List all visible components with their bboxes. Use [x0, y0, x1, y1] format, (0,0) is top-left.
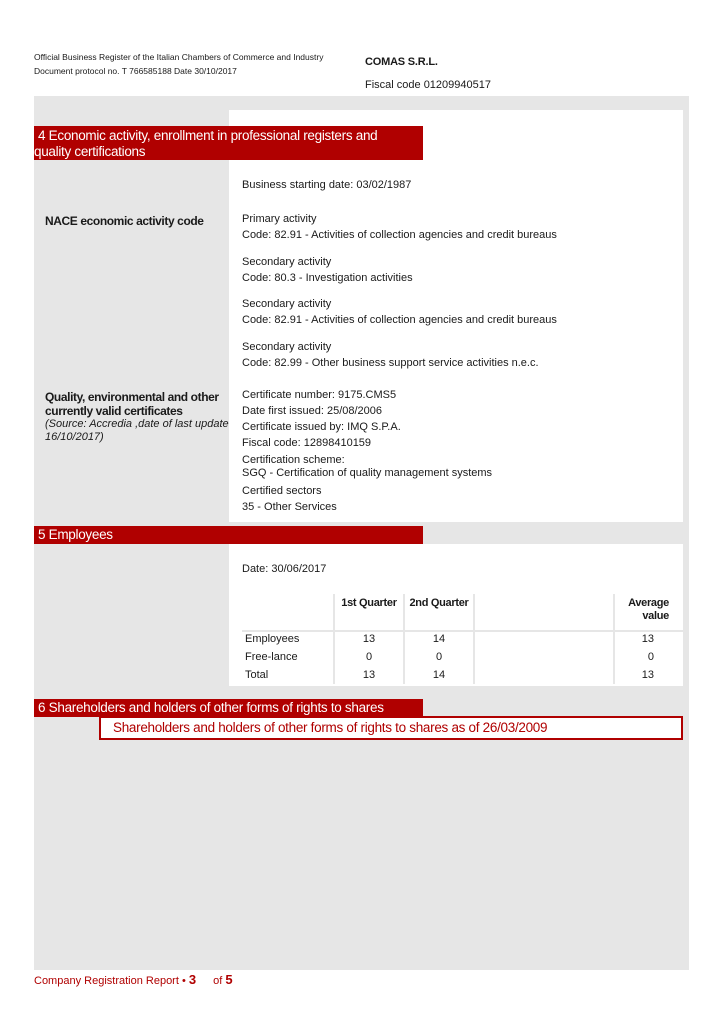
row-q2: 0	[404, 648, 474, 666]
cert-label-line1: Quality, environmental and other	[45, 390, 219, 404]
footer	[34, 972, 233, 987]
cert-scheme: SGQ - Certification of quality management systems	[242, 467, 493, 479]
row-avg: 13	[614, 666, 683, 684]
activity-kind: Secondary activity	[242, 256, 332, 268]
cert-first-issued: Date first issued: 25/08/2006	[242, 405, 383, 417]
certificate-details	[242, 387, 492, 515]
activity-kind: Secondary activity	[242, 298, 332, 310]
table-header-cell	[242, 594, 334, 630]
row-label: Employees	[245, 633, 300, 645]
activity-code: Code: 80.3 - Investigation activities	[242, 272, 413, 284]
row-label: Free-lance	[245, 651, 298, 663]
certificates-label	[45, 390, 235, 444]
nace-label: NACE economic activity code	[45, 214, 204, 228]
section5-title-band: 5 Employees	[34, 526, 423, 544]
activity-2	[242, 254, 413, 286]
row-q1: 0	[334, 648, 404, 666]
row-q1: 13	[334, 666, 404, 684]
business-start-date: Business starting date: 03/02/1987	[242, 179, 412, 191]
activity-code: Code: 82.91 - Activities of collection agencies and credit bureaus	[242, 314, 557, 326]
section4-title-line2: quality certifications	[34, 144, 146, 159]
activity-code: Code: 82.91 - Activities of collection agencies and credit bureaus	[242, 229, 557, 241]
activity-4	[242, 339, 539, 371]
activity-kind: Secondary activity	[242, 341, 332, 353]
cert-sectors: 35 - Other Services	[242, 501, 337, 513]
table-header-cell: 2nd Quarter	[404, 594, 474, 630]
row-avg: 0	[614, 648, 683, 666]
table-row	[242, 648, 683, 666]
registry-line: Official Business Register of the Italian Chambers of Commerce and Industry	[34, 52, 324, 62]
section4-title-band	[34, 126, 423, 160]
footer-of: of	[213, 975, 223, 987]
activity-kind: Primary activity	[242, 213, 317, 225]
cert-number: Certificate number: 9175.CMS5	[242, 389, 397, 401]
activity-code: Code: 82.99 - Other business support service activities n.e.c.	[242, 357, 539, 369]
table-header-row	[242, 594, 683, 630]
row-label: Total	[245, 669, 269, 681]
cert-fiscal-code: Fiscal code: 12898410159	[242, 437, 372, 449]
row-avg: 13	[614, 630, 683, 648]
activity-3	[242, 296, 557, 328]
section6-title-band: 6 Shareholders and holders of other forms of rights to shares	[34, 699, 423, 717]
table-header-divider	[242, 630, 683, 632]
cert-label-line2: currently valid certificates	[45, 404, 183, 418]
row-q2: 14	[404, 630, 474, 648]
row-q1: 13	[334, 630, 404, 648]
employees-table-wrap	[242, 594, 683, 679]
cert-source-line2: 16/10/2017)	[45, 431, 104, 443]
employees-table	[242, 594, 683, 684]
cert-issued-by: Certificate issued by: IMQ S.P.A.	[242, 421, 401, 433]
footer-report: Company Registration Report •	[34, 975, 186, 987]
cert-sectors-label: Certified sectors	[242, 485, 322, 497]
company-name: COMAS S.R.L.	[365, 56, 438, 68]
fiscal-code: Fiscal code 01209940517	[365, 79, 491, 91]
cert-scheme-label: Certification scheme:	[242, 454, 345, 466]
table-header-cell: 1st Quarter	[334, 594, 404, 630]
footer-page: 3	[188, 972, 197, 987]
cert-source-line1: (Source: Accredia ,date of last update	[45, 418, 229, 430]
table-header-cell: Average value	[614, 594, 683, 630]
protocol-line: Document protocol no. T 766585188 Date 30/10/2017	[34, 66, 237, 76]
section6-subtitle-box: Shareholders and holders of other forms of rights to shares as of 26/03/2009	[99, 716, 683, 740]
row-q2: 14	[404, 666, 474, 684]
employees-date: Date: 30/06/2017	[242, 563, 327, 575]
table-row	[242, 630, 683, 648]
activity-1	[242, 211, 557, 243]
footer-total: 5	[225, 972, 233, 987]
section4-title-line1: 4 Economic activity, enrollment in professional registers and	[38, 128, 378, 143]
table-row	[242, 666, 683, 684]
table-header-cell	[474, 594, 614, 630]
